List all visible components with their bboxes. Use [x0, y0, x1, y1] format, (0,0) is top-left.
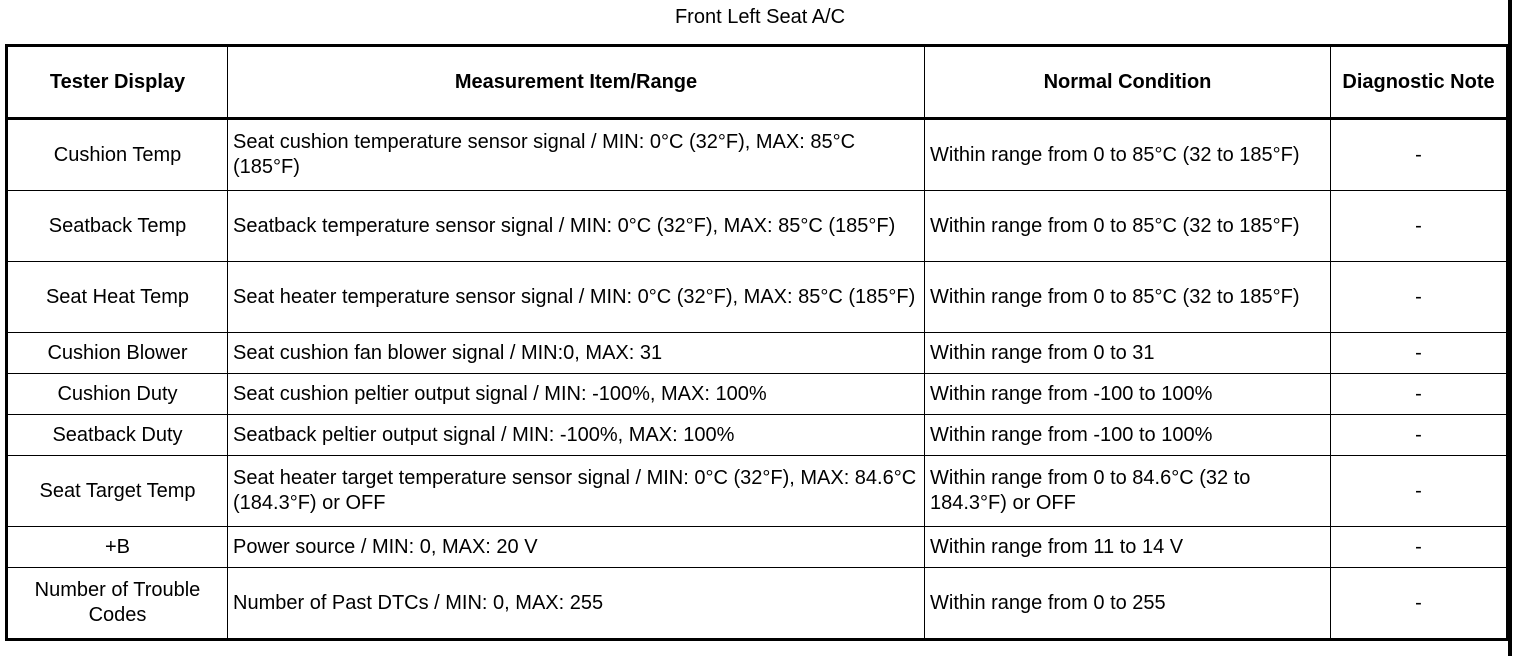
diagnostic-note-cell: -	[1331, 527, 1508, 568]
measurement-cell: Seat cushion temperature sensor signal / MIN: 0°C (32°F), MAX: 85°C (185°F)	[228, 119, 925, 191]
diagnostic-note-cell: -	[1331, 333, 1508, 374]
table-row	[7, 262, 1508, 333]
table-row	[7, 119, 1508, 191]
table-row	[7, 456, 1508, 527]
page-title: Front Left Seat A/C	[674, 6, 846, 28]
header-normal-condition: Normal Condition	[925, 46, 1331, 119]
normal-condition-cell: Within range from 0 to 31	[925, 333, 1331, 374]
measurement-cell: Seat heater temperature sensor signal / MIN: 0°C (32°F), MAX: 85°C (185°F)	[228, 262, 925, 333]
header-measurement-item: Measurement Item/Range	[228, 46, 925, 119]
tester-display-cell: +B	[7, 527, 228, 568]
measurement-cell: Power source / MIN: 0, MAX: 20 V	[228, 527, 925, 568]
tester-display-cell: Seat Heat Temp	[7, 262, 228, 333]
diagnostic-note-cell: -	[1331, 374, 1508, 415]
diagnostic-note-cell: -	[1331, 119, 1508, 191]
normal-condition-cell: Within range from 0 to 85°C (32 to 185°F)	[925, 262, 1331, 333]
normal-condition-cell: Within range from 0 to 85°C (32 to 185°F)	[925, 191, 1331, 262]
measurement-cell: Seatback temperature sensor signal / MIN: 0°C (32°F), MAX: 85°C (185°F)	[228, 191, 925, 262]
table-row	[7, 333, 1508, 374]
diagnostic-note-cell: -	[1331, 415, 1508, 456]
diagnostic-note-cell: -	[1331, 568, 1508, 640]
tester-display-cell: Number of Trouble Codes	[7, 568, 228, 640]
measurement-cell: Number of Past DTCs / MIN: 0, MAX: 255	[228, 568, 925, 640]
normal-condition-cell: Within range from -100 to 100%	[925, 374, 1331, 415]
measurement-cell: Seatback peltier output signal / MIN: -100%, MAX: 100%	[228, 415, 925, 456]
tester-display-cell: Seatback Temp	[7, 191, 228, 262]
normal-condition-cell: Within range from -100 to 100%	[925, 415, 1331, 456]
table-row	[7, 527, 1508, 568]
measurement-cell: Seat cushion fan blower signal / MIN:0, MAX: 31	[228, 333, 925, 374]
table-row	[7, 415, 1508, 456]
header-diagnostic-note: Diagnostic Note	[1331, 46, 1508, 119]
diagnostic-note-cell: -	[1331, 191, 1508, 262]
diagnostic-note-cell: -	[1331, 262, 1508, 333]
table-row	[7, 374, 1508, 415]
data-list-table	[5, 44, 1509, 641]
header-tester-display: Tester Display	[7, 46, 228, 119]
normal-condition-cell: Within range from 0 to 84.6°C (32 to 184.3°F) or OFF	[925, 456, 1331, 527]
normal-condition-cell: Within range from 0 to 85°C (32 to 185°F)	[925, 119, 1331, 191]
tester-display-cell: Seatback Duty	[7, 415, 228, 456]
tester-display-cell: Cushion Duty	[7, 374, 228, 415]
tester-display-cell: Cushion Blower	[7, 333, 228, 374]
table-row	[7, 568, 1508, 640]
normal-condition-cell: Within range from 11 to 14 V	[925, 527, 1331, 568]
header-row	[7, 46, 1508, 119]
measurement-cell: Seat cushion peltier output signal / MIN: -100%, MAX: 100%	[228, 374, 925, 415]
normal-condition-cell: Within range from 0 to 255	[925, 568, 1331, 640]
measurement-cell: Seat heater target temperature sensor signal / MIN: 0°C (32°F), MAX: 84.6°C (184.3°F) or OFF	[228, 456, 925, 527]
tester-display-cell: Cushion Temp	[7, 119, 228, 191]
diagnostic-note-cell: -	[1331, 456, 1508, 527]
table-row	[7, 191, 1508, 262]
tester-display-cell: Seat Target Temp	[7, 456, 228, 527]
